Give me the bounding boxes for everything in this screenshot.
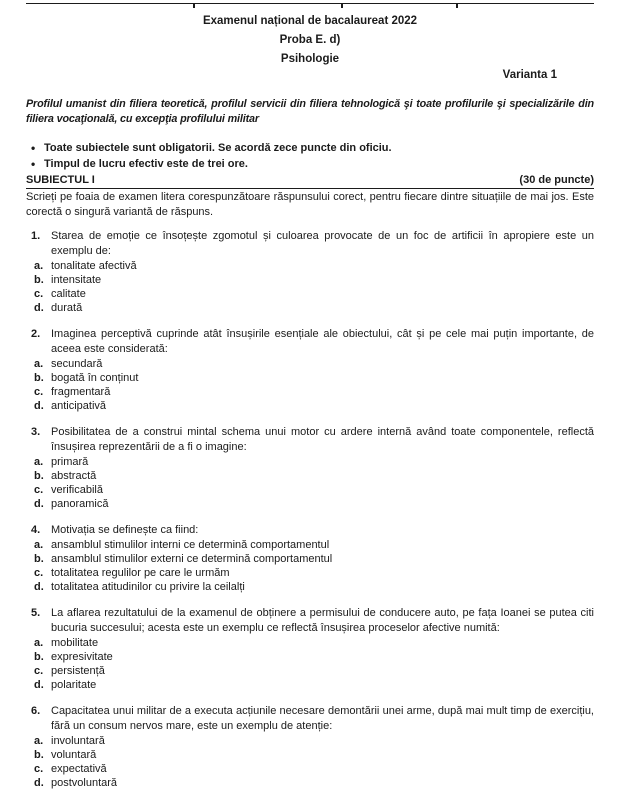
answer-option (26, 357, 594, 371)
option-letter: d. (34, 581, 44, 593)
option-letter: a. (34, 260, 44, 272)
option-label: verificabilă (51, 484, 103, 496)
question-text: Motivația se definește ca fiind: (51, 524, 199, 536)
section-title: SUBIECTUL I (26, 174, 95, 186)
question-list (26, 229, 594, 790)
cropped-text-remnant (456, 4, 458, 8)
question-4 (26, 523, 594, 594)
option-label: ansamblul stimulilor interni ce determină comportamentul (51, 539, 330, 551)
rule-text: Toate subiectele sunt obligatorii. Se acordă zece puncte din oficiu. (44, 142, 392, 154)
option-label: involuntară (51, 735, 105, 747)
question-number: 6. (31, 705, 41, 717)
option-label: abstractă (51, 470, 97, 482)
answer-option (26, 287, 594, 301)
question-3 (26, 425, 594, 511)
top-crop-rule (26, 3, 594, 9)
option-label: primară (51, 456, 89, 468)
option-letter: c. (34, 763, 44, 775)
option-letter: c. (34, 484, 44, 496)
answer-option (26, 776, 594, 790)
answer-option (26, 664, 594, 678)
question-text: La aflarea rezultatului de la examenul de obținere a permisului de conducere auto, pe fața Ioanei se putea citi bucuria succesului; acesta este un exemplu ce reflectă însușirea proceselor afective numită: (51, 607, 594, 634)
option-label: bogată în conținut (51, 372, 139, 384)
cropped-text-remnant (193, 4, 195, 8)
question-5 (26, 606, 594, 692)
option-letter: d. (34, 777, 44, 789)
answer-option (26, 552, 594, 566)
option-label: calitate (51, 288, 86, 300)
option-letter: c. (34, 288, 44, 300)
answer-option (26, 538, 594, 552)
option-label: totalitatea regulilor pe care le urmăm (51, 567, 230, 579)
question-1 (26, 229, 594, 315)
profile-note: Profilul umanist din filiera teoretică, profilul servicii din filiera tehnologică şi toate profilurile şi specializările din filiera vocaţională, cu excepţia profilului militar (26, 98, 594, 125)
rule-item (26, 156, 594, 172)
bullet-icon: • (31, 141, 36, 155)
question-text: Posibilitatea de a construi mintal schema unui motor cu ardere internă având toate componentele, reflectă însușirea reprezentării de a fi o imagine: (51, 426, 594, 453)
option-letter: c. (34, 567, 44, 579)
option-label: voluntară (51, 749, 97, 761)
answer-option (26, 483, 594, 497)
rules-list (26, 140, 594, 172)
cropped-text-remnant (341, 4, 343, 8)
option-label: durată (51, 302, 83, 314)
answer-option (26, 301, 594, 315)
option-letter: d. (34, 498, 44, 510)
option-label: persistență (51, 665, 105, 677)
answer-option (26, 650, 594, 664)
exam-proba: Proba E. d) (279, 34, 341, 46)
option-label: intensitate (51, 274, 102, 286)
rule-text: Timpul de lucru efectiv este de trei ore. (44, 158, 248, 170)
option-label: anticipativă (51, 400, 107, 412)
exam-title: Examenul național de bacalaureat 2022 (202, 15, 418, 27)
option-label: secundară (51, 358, 103, 370)
answer-option (26, 497, 594, 511)
section-instruction: Scrieți pe foaia de examen litera corespunzătoare răspunsului corect, pentru fiecare dintre situațiile de mai jos. Este corectă o singură variantă de răspuns. (26, 191, 594, 218)
option-letter: b. (34, 651, 44, 663)
question-text: Imaginea perceptivă cuprinde atât însușirile esențiale ale obiectului, cât și pe cele mai puțin importante, de aceea este considerată: (51, 328, 594, 355)
option-label: tonalitate afectivă (51, 260, 137, 272)
question-text: Starea de emoție ce însoțește zgomotul și culoarea provocate de un foc de artificii în apropiere este un exemplu de: (51, 230, 594, 257)
option-letter: b. (34, 749, 44, 761)
answer-option (26, 748, 594, 762)
question-6 (26, 704, 594, 790)
answer-option (26, 580, 594, 594)
question-number: 1. (31, 230, 41, 242)
option-letter: c. (34, 386, 44, 398)
answer-option (26, 371, 594, 385)
option-letter: a. (34, 456, 44, 468)
option-label: mobilitate (51, 637, 99, 649)
question-number: 2. (31, 328, 41, 340)
answer-option (26, 678, 594, 692)
answer-option (26, 734, 594, 748)
question-2 (26, 327, 594, 413)
answer-option (26, 469, 594, 483)
option-letter: d. (34, 302, 44, 314)
answer-option (26, 259, 594, 273)
exam-page (0, 3, 620, 809)
answer-option (26, 566, 594, 580)
option-label: totalitatea atitudinilor cu privire la ceilalți (51, 581, 245, 593)
answer-option (26, 399, 594, 413)
bullet-icon: • (31, 157, 36, 171)
question-number: 3. (31, 426, 41, 438)
question-number: 5. (31, 607, 41, 619)
variant-label: Varianta 1 (502, 69, 557, 81)
question-number: 4. (31, 524, 41, 536)
option-letter: b. (34, 372, 44, 384)
option-letter: a. (34, 735, 44, 747)
option-label: expresivitate (51, 651, 113, 663)
option-letter: b. (34, 274, 44, 286)
option-label: postvoluntară (51, 777, 118, 789)
section-header (26, 173, 594, 189)
option-letter: b. (34, 553, 44, 565)
option-letter: b. (34, 470, 44, 482)
option-letter: d. (34, 679, 44, 691)
answer-option (26, 273, 594, 287)
option-label: fragmentară (51, 386, 111, 398)
answer-option (26, 455, 594, 469)
rule-item (26, 140, 594, 156)
answer-option (26, 636, 594, 650)
exam-subject: Psihologie (280, 53, 340, 65)
option-label: expectativă (51, 763, 107, 775)
option-letter: d. (34, 400, 44, 412)
option-letter: a. (34, 637, 44, 649)
option-label: ansamblul stimulilor externi ce determină comportamentul (51, 553, 333, 565)
answer-option (26, 762, 594, 776)
section-points: (30 de puncte) (519, 174, 594, 186)
option-label: polaritate (51, 679, 97, 691)
option-letter: c. (34, 665, 44, 677)
option-letter: a. (34, 358, 44, 370)
option-letter: a. (34, 539, 44, 551)
option-label: panoramică (51, 498, 109, 510)
answer-option (26, 385, 594, 399)
question-text: Capacitatea unui militar de a executa acțiunile necesare demontării unei arme, după mai mult timp de exercițiu, fără un consum nervos mare, este un exemplu de atenție: (51, 705, 594, 732)
